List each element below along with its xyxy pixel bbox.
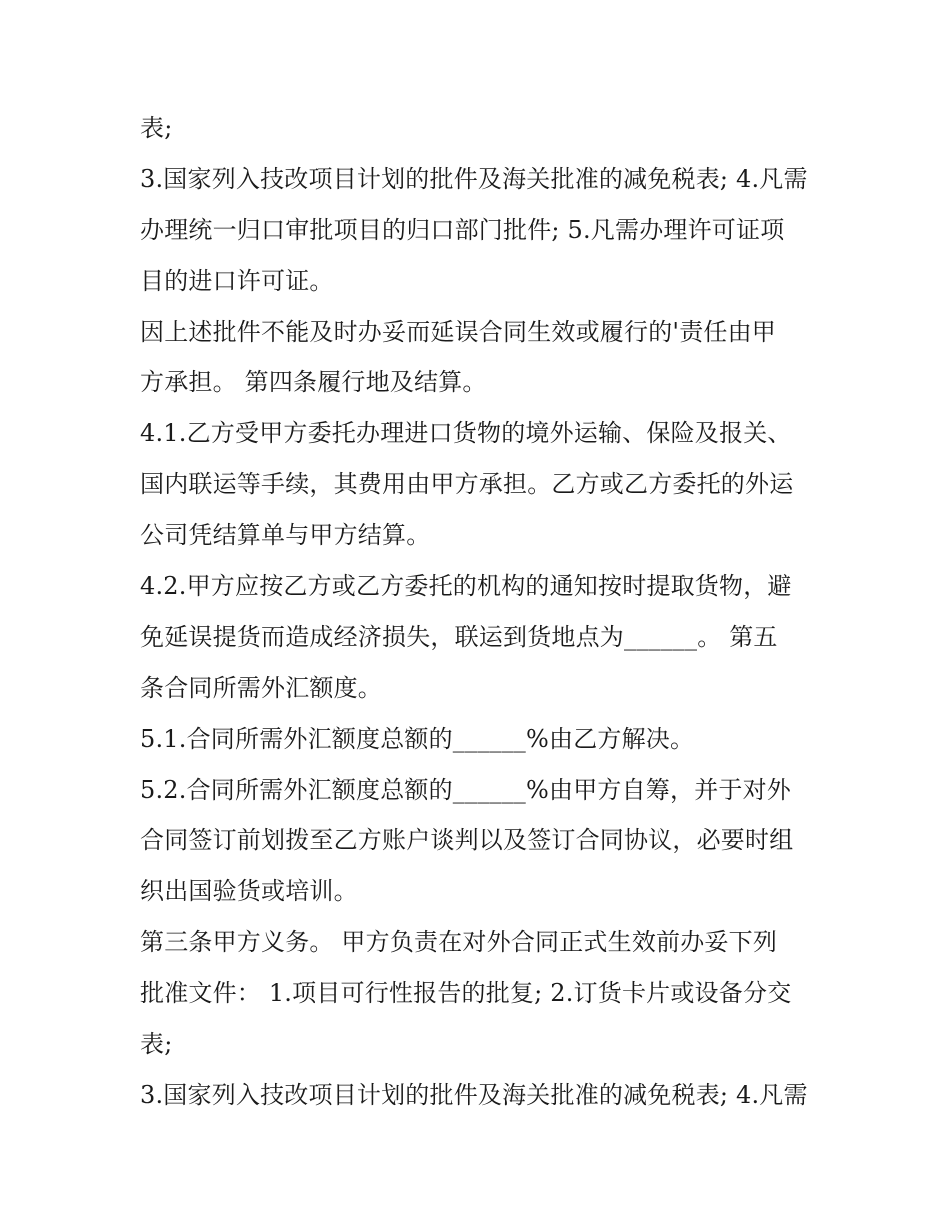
text-line: 批准文件： 1.项目可行性报告的批复; 2.订货卡片或设备分交 xyxy=(140,979,792,1008)
text-line: 4.2.甲方应按乙方或乙方委托的机构的通知按时提取货物，避 xyxy=(140,572,792,601)
text-line: 3.国家列入技改项目计划的批件及海关批准的减免税表; 4.凡需 xyxy=(140,1080,808,1109)
text-line: 目的进口许可证。 xyxy=(140,266,334,295)
text-line: 条合同所需外汇额度。 xyxy=(140,673,382,702)
text-line: 表; xyxy=(140,1030,173,1059)
text-line: 国内联运等手续，其费用由甲方承担。乙方或乙方委托的外运 xyxy=(140,470,794,499)
text-line: 方承担。 第四条履行地及结算。 xyxy=(140,368,487,397)
text-line: 织出国验货或培训。 xyxy=(140,877,358,906)
text-line: 4.1.乙方受甲方委托办理进口货物的境外运输、保险及报关、 xyxy=(140,419,792,448)
text-line: 第三条甲方义务。 甲方负责在对外合同正式生效前办妥下列 xyxy=(140,928,778,957)
document-body xyxy=(140,103,820,1121)
text-line: 免延误提货而造成经济损失，联运到货地点为______。 第五 xyxy=(140,622,778,651)
text-line: 3.国家列入技改项目计划的批件及海关批准的减免税表; 4.凡需 xyxy=(140,164,808,193)
text-line: 5.2.合同所需外汇额度总额的______%由甲方自筹，并于对外 xyxy=(140,775,791,804)
text-line: 合同签订前划拨至乙方账户谈判以及签订合同协议，必要时组 xyxy=(140,826,794,855)
text-line: 办理统一归口审批项目的归口部门批件; 5.凡需办理许可证项 xyxy=(140,215,785,244)
text-line: 因上述批件不能及时办妥而延误合同生效或履行的'责任由甲 xyxy=(140,317,776,346)
text-line: 5.1.合同所需外汇额度总额的______%由乙方解决。 xyxy=(140,724,695,753)
text-line: 公司凭结算单与甲方结算。 xyxy=(140,521,431,550)
text-line: 表; xyxy=(140,114,173,142)
